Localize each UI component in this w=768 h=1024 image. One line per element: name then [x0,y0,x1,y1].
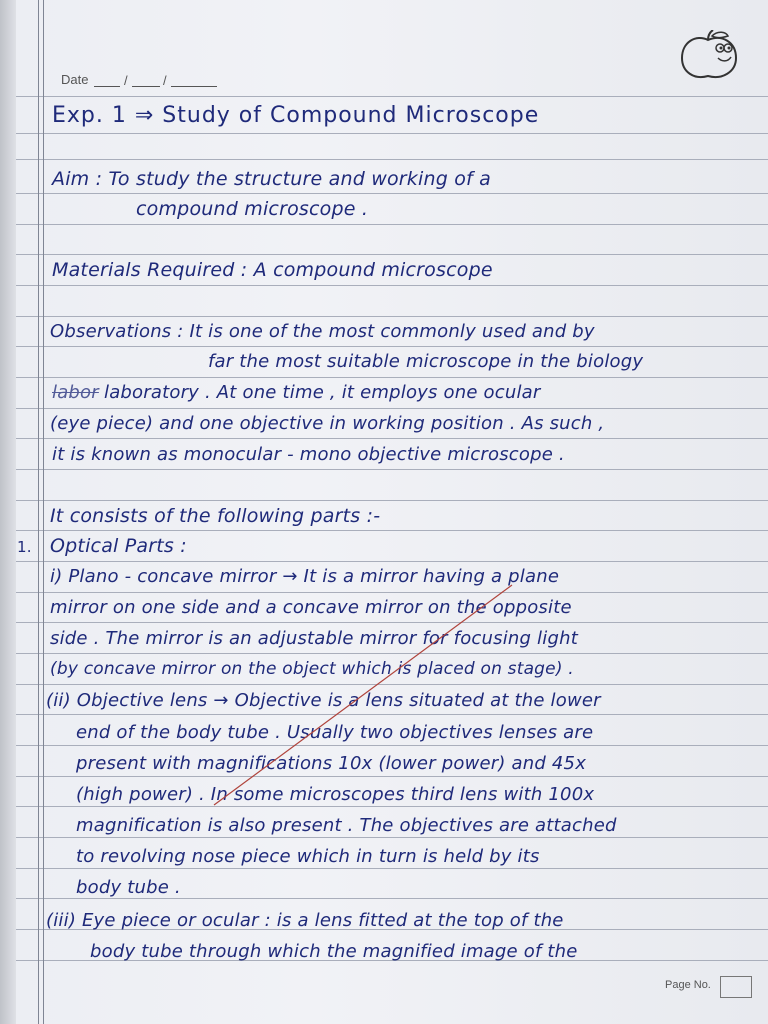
page-number-box [720,976,752,998]
page-number-label: Page No. [665,979,711,991]
date-separator: / [163,73,167,88]
aim-line-2: compound microscope . [136,198,369,220]
part2-line-2: end of the body tube . Usually two objectives lenses are [76,722,594,743]
part3-line-1: (iii) Eye piece or ocular : is a lens fitted at the top of the [46,910,564,931]
section-number: 1. [17,538,32,556]
parts-intro: It consists of the following parts :- [50,505,381,527]
date-label: Date [61,72,89,87]
part2-line-1: (ii) Objective lens → Objective is a lens situated at the lower [46,690,601,711]
part2-line-5: magnification is also present . The objectives are attached [76,815,617,836]
crossed-out-word: labor [52,382,99,403]
materials-required: Materials Required : A compound microscope [52,259,493,281]
observations-line-1: Observations : It is one of the most commonly used and by [50,321,595,342]
part2-line-4: (high power) . In some microscopes third lens with 100x [76,784,595,805]
observations-line-3: laboratory . At one time , it employs one ocular [104,382,541,403]
part1-line-1: i) Plano - concave mirror → It is a mirror having a plane [50,566,560,587]
observations-line-5: it is known as monocular - mono objective microscope . [52,444,565,465]
section-heading: Optical Parts : [50,535,187,557]
part1-line-4: (by concave mirror on the object which is placed on stage) . [50,659,574,679]
aim-line-1: Aim : To study the structure and working of a [52,168,492,190]
observations-line-2: far the most suitable microscope in the biology [208,351,644,372]
part1-line-2: mirror on one side and a concave mirror on the opposite [50,597,572,618]
part2-line-6: to revolving nose piece which in turn is held by its [76,846,540,867]
part2-line-7: body tube . [76,877,181,898]
date-separator: / [124,73,128,88]
experiment-title: Exp. 1 ⇒ Study of Compound Microscope [52,103,540,128]
observations-line-4: (eye piece) and one objective in working position . As such , [50,413,605,434]
part3-line-2: body tube through which the magnified image of the [90,941,578,962]
part2-line-3: present with magnifications 10x (lower power) and 45x [76,753,587,774]
part1-line-3: side . The mirror is an adjustable mirror for focusing light [50,628,578,649]
